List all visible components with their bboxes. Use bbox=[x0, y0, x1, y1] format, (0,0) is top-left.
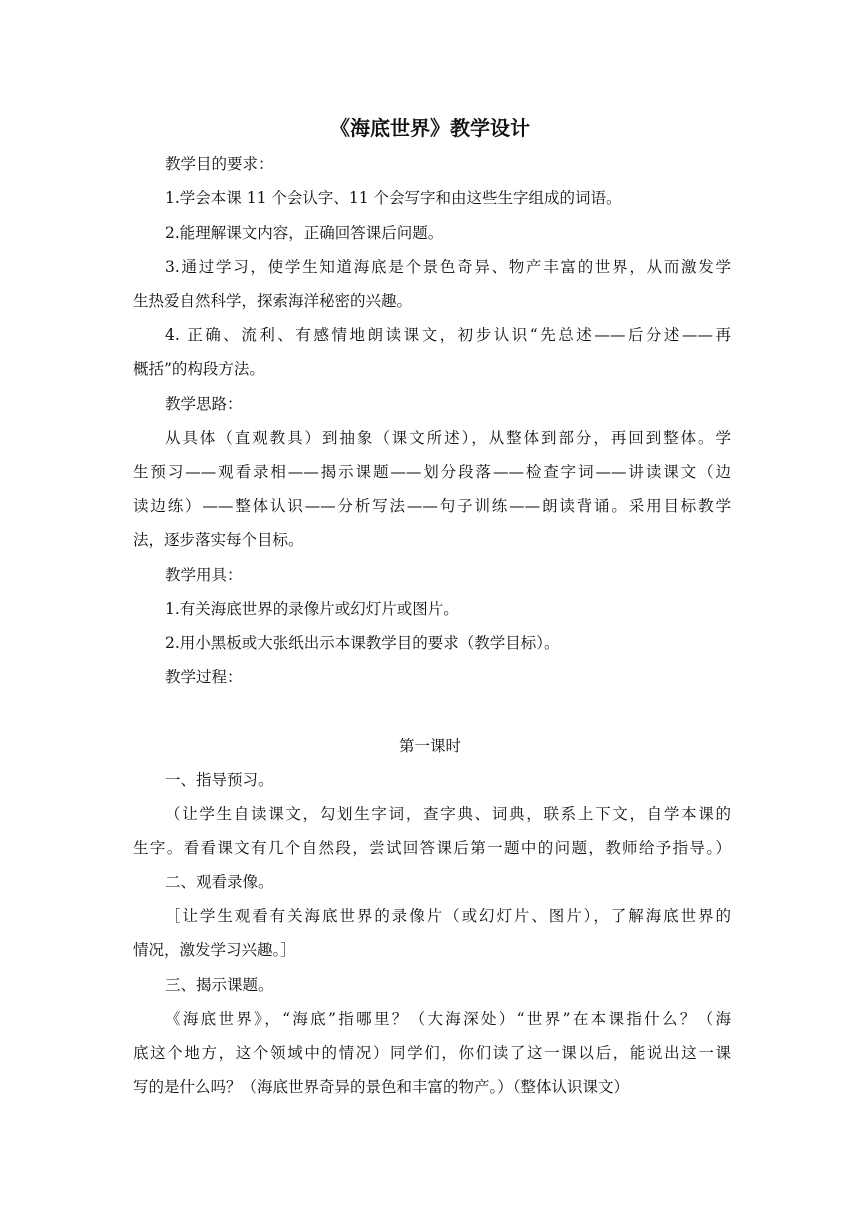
objective-item-4-line-2: 概括”的构段方法。 bbox=[133, 360, 265, 378]
step-3-line-3: 写的是什么吗？（海底世界奇异的景色和丰富的物产。）（整体认识课文） bbox=[133, 1078, 630, 1096]
tools-item-2: 2.用小黑板或大张纸出示本课教学目的要求（教学目标）。 bbox=[165, 634, 560, 652]
approach-line-3: 读边练）——整体认识——分析写法——句子训练——朗读背诵。采用目标教学 bbox=[133, 497, 731, 515]
step-1-line-2: 生字。看看课文有几个自然段，尝试回答课后第一题中的问题，教师给予指导。） bbox=[133, 839, 731, 857]
step-2-line-1: ［让学生观看有关海底世界的录像片（或幻灯片、图片），了解海底世界的 bbox=[165, 907, 731, 925]
objective-item-1: 1.学会本课 11 个会认字、11 个会写字和由这些生字组成的词语。 bbox=[165, 189, 622, 207]
process-heading: 教学过程： bbox=[165, 668, 243, 686]
objective-item-3-line-2: 生热爱自然科学，探索海洋秘密的兴趣。 bbox=[133, 292, 413, 310]
approach-line-2: 生预习——观看录相——揭示课题——划分段落——检查字词——讲读课文（边 bbox=[133, 463, 731, 481]
approach-line-4: 法，逐步落实每个目标。 bbox=[133, 531, 304, 549]
objective-item-4-line-1: 4. 正确、流利、有感情地朗读课文，初步认识“先总述——后分述——再 bbox=[165, 326, 731, 344]
step-2-line-2: 情况，激发学习兴趣。］ bbox=[133, 941, 296, 959]
document-title: 《海底世界》教学设计 bbox=[330, 116, 530, 140]
lesson-1-heading: 第一课时 bbox=[398, 737, 461, 755]
approach-line-1: 从具体（直观教具）到抽象（课文所述），从整体到部分，再回到整体。学 bbox=[165, 429, 731, 447]
tools-item-1: 1.有关海底世界的录像片或幻灯片或图片。 bbox=[165, 600, 459, 618]
objective-item-2: 2.能理解课文内容，正确回答课后问题。 bbox=[165, 224, 444, 242]
step-3-title: 三、揭示课题。 bbox=[165, 976, 274, 994]
step-1-line-1: （让学生自读课文，勾划生字词，查字典、词典，联系上下文，自学本课的 bbox=[165, 805, 731, 823]
objective-item-3-line-1: 3.通过学习，使学生知道海底是个景色奇异、物产丰富的世界，从而激发学 bbox=[165, 258, 731, 276]
step-1-title: 一、指导预习。 bbox=[165, 771, 274, 789]
objectives-heading: 教学目的要求： bbox=[165, 155, 274, 173]
step-2-title: 二、观看录像。 bbox=[165, 873, 274, 891]
step-3-line-2: 底这个地方，这个领域中的情况）同学们，你们读了这一课以后，能说出这一课 bbox=[133, 1044, 731, 1062]
approach-heading: 教学思路： bbox=[165, 395, 243, 413]
step-3-line-1: 《海底世界》，“海底”指哪里？（大海深处）“世界”在本课指什么？（海 bbox=[165, 1010, 731, 1028]
tools-heading: 教学用具： bbox=[165, 566, 243, 584]
